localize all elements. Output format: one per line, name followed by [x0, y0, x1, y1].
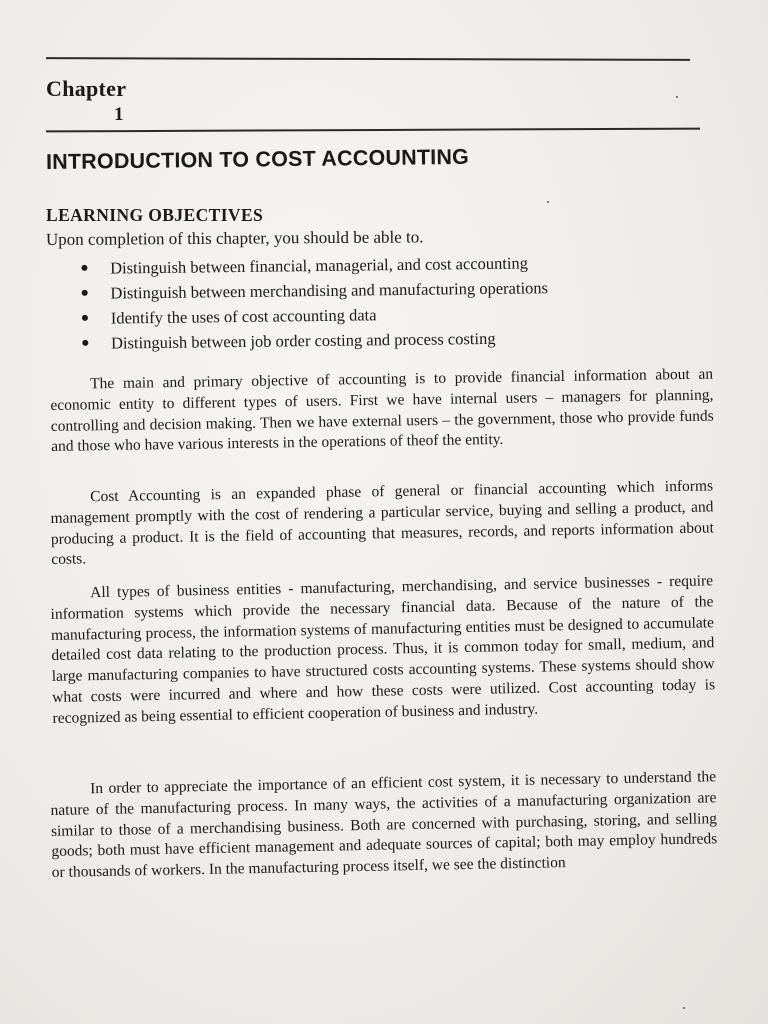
page-speck [676, 96, 678, 98]
objective-text: Distinguish between merchandising and manufacturing operations [110, 278, 549, 303]
chapter-title: INTRODUCTION TO COST ACCOUNTING [45, 144, 470, 174]
bullet-icon: ● [80, 310, 90, 326]
objective-text: Identify the uses of cost accounting data [110, 305, 377, 328]
objective-text: Distinguish between job order costing and process costing [110, 328, 496, 353]
objective-item [75, 325, 549, 356]
body-paragraph-4: In order to appreciate the importance of an efficient cost system, it is necessary to understand the nature of the manufacturing process. In many ways, the activities of a manufacturing organization are similar to those of a merchandising business. Both are concerned with purchasing, storing, and selling goods; both must have efficient management and adequate sources of capital; both may employ hundreds or thousands of workers. In the manufacturing process itself, we see the distinction [50, 768, 718, 882]
body-paragraph-1: The main and primary objective of accounting is to provide financial information about an economic entity to different types of users. First we have internal users – managers for planning, controlling and decision making. Then we have external users – the government, those who provide funds and those who have various interests in the operations of theof the entity. [50, 365, 714, 456]
body-paragraph-3: All types of business entities - manufacturing, merchandising, and service businesses - require information systems which provide the necessary financial data. Because of the nature of the manufacturing process, the information systems of manufacturing entities must be designed to accumulate detailed cost data relating to the production process. Thus, it is common today for small, medium, and large manufacturing companies to have structured costs accounting systems. These systems should show what costs were incurred and where and how these costs were utilized. Cost accounting today is recognized as being essential to efficient cooperation of business and industry. [50, 572, 716, 727]
bullet-icon: ● [80, 335, 90, 351]
learning-objectives-heading: LEARNING OBJECTIVES [46, 205, 264, 225]
bullet-icon: ● [80, 285, 90, 301]
objectives-intro: Upon completion of this chapter, you should be able to. [45, 227, 424, 249]
objective-text: Distinguish between financial, managerial, and cost accounting [110, 253, 529, 278]
bullet-icon: ● [80, 260, 89, 276]
chapter-number: 1 [114, 104, 124, 125]
objectives-list [74, 250, 549, 356]
page-speck [547, 201, 549, 203]
chapter-label: Chapter [46, 76, 127, 101]
top-rule [46, 57, 690, 61]
body-paragraph-2: Cost Accounting is an expanded phase of general or financial accounting which informs management promptly with the cost of rendering a particular service, buying and selling a product, and producing a product. It is the field of accounting that measures, records, and reports information about costs. [50, 477, 714, 569]
page-speck [683, 1007, 685, 1009]
bottom-rule [46, 128, 700, 133]
